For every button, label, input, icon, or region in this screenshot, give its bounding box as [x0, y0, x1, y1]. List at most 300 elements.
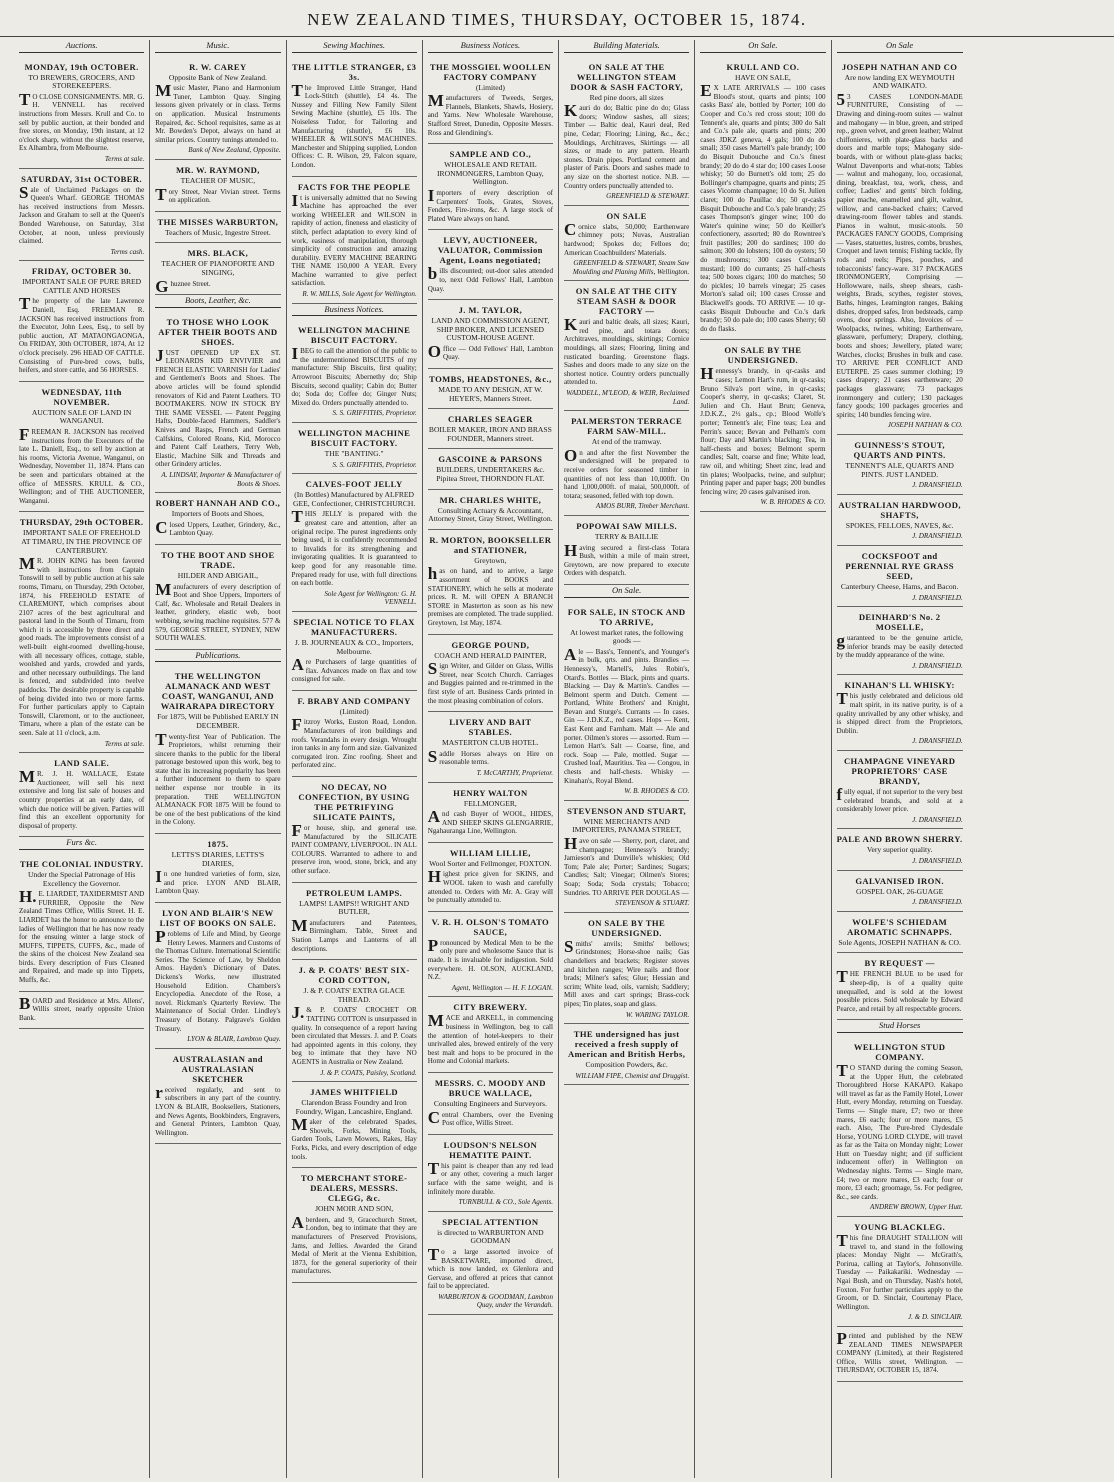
- ad-body: has on hand, and to arrive, a large assortment of BOOKS and STATIONERY, which he sells at moderate prices. R. M. will OPEN A BRANCH STORE in Masterton as soon as his new premises are completed. The trade supplied. Greytown, 1st May, 1874.: [427, 564, 553, 627]
- ad-body: Ghuznee Street.: [155, 276, 211, 296]
- ad-body: Music Master, Piano and Harmonium Tuner, Lambton Quay. Singing lessons given privately or in class. Terms on application. Musical Instruments Repaired, &c. School requisites, same as at Mr. Bowden's Depot, always on hand at similar prices. Country tunings attended to.: [155, 81, 281, 144]
- section-heading: Boots, Leather, &c.: [155, 295, 280, 308]
- advertisement: [428, 530, 553, 635]
- advertisement: [564, 801, 689, 913]
- ad-subtitle: Consulting Actuary & Accountant, Attorney Street, Gray Street, Wellington.: [428, 505, 553, 524]
- ad-subtitle: LAND AND COMMISSION AGENT, SHIP BROKER, AND LICENSED CUSTOM-HOUSE AGENT.: [431, 316, 550, 343]
- ad-subtitle: Very superior quality.: [866, 845, 933, 855]
- ad-body: JUST OPENED UP EX ST. LEONARDS KID ENVIVIER and FRENCH ELASTIC VARNISH for Ladies' and Gentlemen's Boots and Shoes. The above articles will be found splendid renovators of Kid and Patent Leathers. TO BOOTMAKERS. NOW IN STOCK BY THE SAME VESSEL — Patent Pegging Hafts, Double-faced Hammers, Saddler's Knives and Rasps, French and German Calfskins, Colored Roans, Kid, Morocco and Patent Calf Leathers, Terry Web, Elastic, Machine Silk and Threads and other Grindery articles.: [155, 345, 281, 469]
- ad-subtitle: For 1875, Will be Published EARLY IN DECEMBER.: [157, 712, 279, 730]
- ad-signature: GREENFIELD & STEWART.: [606, 192, 690, 201]
- ad-signature: J. DRANSFIELD.: [912, 661, 963, 670]
- ad-title: J. & P. COATS' BEST SIX-CORD COTTON,: [298, 965, 410, 986]
- advertisement: [564, 913, 689, 1024]
- section-heading: On Sale.: [564, 585, 689, 598]
- ad-signature: WARBURTON & GOODMAN, Lambton Quay, under the Verandah.: [438, 1292, 553, 1310]
- ad-title: V. R. H. OLSON'S TOMATO SAUCE,: [431, 916, 550, 937]
- ad-signature: J. DRANSFIELD.: [912, 857, 963, 865]
- ad-subtitle: At lowest market rates, the following goods —: [570, 627, 684, 646]
- advertisement: [292, 960, 417, 1082]
- advertisement: [155, 160, 280, 212]
- advertisement: [428, 490, 553, 530]
- ad-signature: Agent, Wellington — H. F. LOGAN.: [451, 983, 553, 992]
- ad-body: Highest price given for SKINS, and WOOL taken to wash and carefully attended to. Orders with Mr. A. Gray will be punctually attended to.: [427, 867, 553, 905]
- advertisement: [292, 883, 417, 961]
- ad-subtitle: AUCTION SALE OF LAND IN WANGANUI.: [31, 407, 132, 426]
- ad-subtitle: Opposite Bank of New Zealand.: [168, 72, 267, 82]
- ad-body: Manufacturers and Patentees, Birmingham. Table, Street and Station Lamps and Lanterns of all descriptions.: [291, 915, 417, 953]
- ad-title: TO THE BOOT AND SHOE TRADE.: [161, 549, 275, 570]
- column-3: [287, 40, 423, 1478]
- advertisement: [428, 843, 553, 912]
- ad-title: NO DECAY, NO CONFECTION, BY USING THE PETRIFYING SILICATE PAINTS,: [298, 782, 410, 823]
- section-heading: On Sale.: [700, 40, 825, 53]
- ad-title: MESSRS. C. MOODY AND BRUCE WALLACE,: [434, 1077, 546, 1098]
- ad-body: Twenty-first Year of Publication. The Proprietors, whilst returning their sincere thanks to the public for the liberal patronage bestowed upon this work, beg to state that its increasing popularity has been a further inducement to them to spare neither expense nor trouble in its preparation. THE WELLINGTON ALMANACK FOR 1875 Will be found to be one of the best publications of the kind in the Colony.: [155, 729, 281, 827]
- section-heading: Furs &c.: [19, 837, 144, 850]
- ad-subtitle: Consulting Engineers and Surveyors.: [433, 1098, 547, 1108]
- ad-signature: Sole Agent for Wellington: G. H. VENNELL.: [324, 589, 417, 607]
- ad-subtitle: BOILER MAKER, IRON AND BRASS FOUNDER, Manners street.: [428, 425, 552, 443]
- advertisement: [837, 607, 963, 675]
- advertisement: [564, 516, 689, 585]
- ad-body: This justly celebrated and delicious old malt spirit, in its native purity, is of a quality unrivalled by any other whisky, and is shipped direct from the Proprietors, Dublin.: [836, 689, 963, 735]
- advertisement: [155, 57, 280, 160]
- advertisement: [292, 423, 417, 474]
- ad-title: 1875.: [207, 839, 229, 850]
- ad-title: LIVERY AND BAIT STABLES.: [449, 717, 532, 738]
- ad-title: WEDNESDAY, 11th NOVEMBER.: [41, 386, 122, 407]
- ad-title: JOSEPH NATHAN AND CO: [841, 61, 958, 72]
- ad-body: In one hundred varieties of form, size, and price. LYON AND BLAIR, Lambton Quay.: [155, 867, 281, 896]
- ad-signature: JOSEPH NATHAN & CO.: [887, 421, 963, 430]
- ad-subtitle: TO BREWERS, GROCERS, AND STOREKEEPERS.: [28, 72, 135, 91]
- ad-title: TO THOSE WHO LOOK AFTER THEIR BOOTS AND SHOES.: [158, 316, 278, 347]
- ad-signature: J. DRANSFIELD.: [912, 898, 963, 907]
- ad-signature: J. & P. COATS, Paisley, Scotland.: [320, 1068, 417, 1077]
- ad-subtitle: (Limited): [475, 82, 505, 92]
- advertisement: [837, 1037, 963, 1217]
- ad-signature: LYON & BLAIR, Lambton Quay.: [187, 1035, 281, 1044]
- ad-signature: T. McCARTHY, Proprietor.: [476, 768, 553, 777]
- section-heading: Sewing Machines.: [292, 40, 417, 53]
- ad-title: THE WELLINGTON ALMANACK AND WEST COAST, WANGANUI, AND WAIRARAPA DIRECTORY: [160, 671, 275, 712]
- ad-signature: ANDREW BROWN, Upper Hutt.: [869, 1203, 963, 1212]
- ad-subtitle: Clarendon Brass Foundry and Iron Foundry, Wigan, Lancashire, England.: [295, 1098, 413, 1116]
- ad-subtitle: Greytown,: [474, 555, 507, 565]
- ad-title: PETROLEUM LAMPS.: [306, 887, 403, 898]
- ad-body: BOARD and Residence at Mrs. Allens', Willis street, nearly opposite Union Bank.: [19, 993, 145, 1022]
- advertisement: [428, 409, 553, 449]
- ad-title: WOLFE'S SCHIEDAM AROMATIC SCHNAPPS.: [847, 916, 953, 937]
- ad-body: Ale — Bass's, Tennent's, and Younger's in bulk, qrts. and pints. Brandies — Hennessy's, Martell's, Jules Robin's, Otard's. Bottles — Black, pints and quarts. Blacking — Day & Martin's. Candles — Belmont sperm and Dutch. Cement — Portland, White Brothers' and Knight, Bevan and Sturge's. Currants — In cases. Gin — J.D.K.Z., red cases. Hops — Kent, East Kent and Farnham. Malt — Ale and porter. Oilmen's stores — assorted. Rum — Lemon Hart's. Salt — Coarse, fine, and rock. Soap — Pale, mottled. Sugar — Crushed loaf, Mauritius. Tea — Congou, in chests and half-chests. Whisky — Kinahan's, Royal Blend.: [564, 644, 690, 785]
- advertisement: [19, 261, 144, 382]
- ad-signature: R. W. MILLS, Sole Agent for Wellington.: [302, 290, 417, 299]
- ad-subtitle: TERRY & BAILLIE: [594, 531, 659, 541]
- section-heading: Business Notices.: [428, 40, 553, 53]
- ad-body: guaranteed to be the genuine article, inferior brands may be easily detected by the muddy appearance of the wine.: [836, 631, 963, 660]
- ad-title: FRIDAY, OCTOBER 30.: [31, 266, 132, 277]
- ad-subtitle: At end of the tramway.: [591, 437, 662, 447]
- ad-title: HENRY WALTON: [453, 787, 528, 798]
- ad-title: MR. CHARLES WHITE,: [439, 494, 542, 505]
- ad-title: LAND SALE.: [54, 758, 110, 769]
- ad-subtitle: FELLMONGER,: [463, 798, 517, 808]
- advertisement: [292, 1082, 417, 1168]
- ad-signature: J. & D. SINCLAIR.: [907, 1313, 963, 1322]
- ad-title: R. W. CAREY: [189, 61, 247, 72]
- ad-body: H.E. LIARDET, TAXIDERMIST AND FURRIER, Opposite the New Zealand Times Office, Willis Street. H. E. LIARDET has the honor to announce to the ladies of Wellington that he has now ready for the ensuing winter a large stock of MUFFS, TIPPETS, CUFFS, &c., made of the skins of the choicest New Zealand sea birds. Every description of Furs Cleaned and Repaired, and made up into Tippets, Muffs, &c.: [19, 887, 145, 985]
- advertisement: [428, 635, 553, 713]
- ad-signature: Terms at sale.: [104, 154, 145, 163]
- ad-signature: Bank of New Zealand, Opposite.: [188, 146, 281, 155]
- advertisement: [155, 903, 280, 1049]
- advertisement: [837, 1327, 963, 1382]
- ad-signature: W. B. RHODES & CO.: [760, 498, 826, 507]
- ad-body: THIS JELLY is prepared with the greatest care and attention, after an original recipe. The purest ingredients only being used, it is confidently recommended to Invalids for its strengthening and invigorating qualities. It is guaranteed to keep good for any reasonable time. Prepared ready for use, with full directions on each bottle.: [291, 507, 417, 588]
- advertisement: [19, 169, 144, 262]
- advertisement: [155, 243, 280, 295]
- ad-subtitle: TEACHER OF MUSIC,: [180, 175, 256, 185]
- ad-subtitle: IMPORTANT SALE OF PURE BRED CATTLE AND HORSES: [22, 277, 142, 295]
- ad-body: Problems of Life and Mind, by George Henry Lewes. Manners and Customs of the Thomas Culture. International Scientific Series. The Science of Law, by Sheldon Amos. Hayden's Dictionary of Dates. Dickens's Works, new illustrated Household Edition. Chambers's Encyclopedia. Anecdote of the Rose, a novel. Rickman's Quarterly Review. The Maintenance of Social Order. Lindley's Treasury of Botany. Palgrave's Golden Treasury.: [155, 927, 281, 1033]
- ad-subtitle: THE "BANTING.": [324, 449, 384, 458]
- ad-subtitle: (In Bottles) Manufactured by ALFRED GEE, Confectioner, CHRISTCHURCH.: [293, 490, 416, 508]
- column-2: [150, 40, 286, 1478]
- ad-subtitle: IMPORTANT SALE OF FREEHOLD AT TIMARU, IN THE PROVINCE OF CANTERBURY.: [21, 528, 142, 555]
- ad-signature: J. DRANSFIELD.: [912, 481, 963, 490]
- ad-title: PALE AND BROWN SHERRY.: [836, 834, 963, 845]
- advertisement: [837, 675, 963, 751]
- ad-subtitle: Composition Powders, &c.: [585, 1060, 668, 1070]
- ad-title: GASCOINE & PARSONS: [438, 454, 543, 465]
- ad-subtitle: HAVE ON SALE,: [734, 72, 791, 82]
- ad-body: Manufacturers of Tweeds, Serges, Flannels, Blankets, Shawls, Hosiery, and Yarns. New Wholesale Warehouse, Stafford Street, Dunedin, Opposite Messrs. Ross and Glendining's.: [427, 91, 553, 137]
- ad-subtitle: TENNENT'S ALE, QUARTS AND PINTS. JUST LANDED.: [845, 460, 954, 479]
- ad-subtitle: Wool Sorter and Fellmonger, FOXTON.: [429, 858, 552, 868]
- advertisement: [19, 992, 144, 1030]
- ad-body: Kauri and baltic deals, all sizes; Kauri, red pine, and totara doors; Architraves, mouldings, skirtings; Cornice mouldings, all sizes; Flooring, lining and rusticated boarding. Greenstone flags. Sashes and doors made to any size on the shortest notice. Country orders punctually attended to.: [564, 315, 690, 387]
- ad-subtitle: (Limited): [339, 706, 369, 716]
- ad-signature: TURNBULL & CO., Sole Agents.: [458, 1198, 553, 1207]
- ad-signature: WILLIAM FIPE, Chemist and Druggist.: [575, 1071, 690, 1080]
- ad-signature: W. WARING TAYLOR.: [625, 1010, 690, 1019]
- ad-body: THE FRENCH BLUE to be used for sheep-dip, is of a quality quite unequalled, and is sold at the lowest possible prices. Sold wholesale by Edward Pearce, and retail by all respectable grocers.: [836, 967, 963, 1013]
- ad-subtitle: J. & P. COATS' EXTRA GLACE THREAD.: [303, 986, 405, 1004]
- advertisement: [428, 997, 553, 1073]
- ad-signature: J. DRANSFIELD.: [912, 815, 963, 824]
- section-heading: Building Materials.: [564, 40, 689, 53]
- ad-body: On and after the first November the undersigned will be prepared to receive orders for seasoned timber in quantities of not less than 10,000ft. On hand 1,000,000ft. of maiai, 500,000ft. of totara; seasoned, felled with top down.: [564, 445, 690, 500]
- section-heading: Stud Horses: [837, 1020, 963, 1033]
- column-6: [695, 40, 831, 1478]
- masthead: [0, 6, 1114, 37]
- ad-signature: S. S. GRIFFITHS, Proprietor.: [332, 409, 417, 418]
- ad-subtitle: SPOKES, FELLOES, NAVES, &c.: [845, 520, 954, 530]
- advertisement: [564, 57, 689, 206]
- ad-title: CALVES-FOOT JELLY: [305, 479, 403, 490]
- ad-body: Are Purchasers of large quantities of flax. Advances made on flax and tow consigned for sale.: [291, 655, 417, 684]
- ad-title: ON SALE BY THE UNDERSIGNED.: [724, 345, 802, 366]
- ad-body: For house, ship, and general use. Manufactured by the SILICATE PAINT COMPANY, LIVERPOOL. IN ALL COLOURS. Warranted to adhere to and preserve iron, wood, stone, brick, and any other surface.: [291, 821, 417, 875]
- ad-body: Have on sale — Sherry, port, claret, and champagne; Hennessy's brandy; Jamieson's and Dunville's whiskies; Old Tom; Pale ale; Porter; Sardines; Sugars; Candles; Salt; Vinegar; Oilmen's Stores; Soap; Soda; Soda crystals; Tobacco; Sundries. TO ARRIVE PER DOUGLAS —: [564, 834, 690, 897]
- ad-title: STEVENSON AND STUART,: [567, 805, 687, 816]
- ad-body: The Improved Little Stranger, Hand Lock-Stitch (shuttle), £4 4s. The Nussey and Filling New Family Silent Sewing Machine (shuttle), £5 10s. The Noiseless Tudor, for Tailoring and Manufacturing (shuttle), £6 10s. WHEELER & WILSON'S MACHINES. Manchester and Shipping supplied, London Offices: C. R. Wilson, 29, Falcon square, London.: [291, 80, 417, 169]
- ad-subtitle: is directed to WARBURTON AND GOODMAN: [437, 1227, 544, 1246]
- advertisement: [837, 871, 963, 912]
- advertisement: [700, 340, 825, 512]
- ad-body: IBEG to call the attention of the public to the undermentioned BISCUITS of my manufacture: Ship Biscuits, first quality; Arrowroot Biscuits; Abernethy do; Ship Biscuits, second quality; Cabin do; Butter do; Soda do; Coffee do; Ginger Nuts; Mixed do. Orders punctually attended to.: [291, 344, 417, 407]
- advertisement: [19, 854, 144, 992]
- ad-body: fully equal, if not superior to the very best celebrated brands, and sold at a considerably lower price.: [836, 785, 963, 814]
- ad-body: Fitzroy Works, Euston Road, London. Manufacturers of iron buildings and roofs. Verandahs in every design. Wrought iron tanks in any form and size. Galvanized corrugated iron. Zinc roofing. Sheet and perforated zinc.: [291, 715, 417, 770]
- ad-subtitle: Importers of Boots and Shoes,: [171, 509, 264, 519]
- advertisement: [292, 612, 417, 691]
- advertisement: [837, 829, 963, 870]
- section-heading: Auctions.: [19, 40, 144, 53]
- advertisement: [19, 512, 144, 753]
- ad-body: Office — Odd Fellows' Hall, Lambton Quay.: [427, 341, 553, 362]
- advertisement: [837, 912, 963, 954]
- ad-signature: WADDELL, M'LEOD, & WEIR, Reclaimed Land.: [566, 389, 690, 406]
- advertisement: [292, 474, 417, 612]
- advertisement: [428, 912, 553, 998]
- ad-signature: Terms at sale.: [104, 739, 145, 748]
- masthead-title: NEW ZEALAND TIMES, THURSDAY, OCTOBER 15, 1874.: [307, 10, 807, 29]
- ad-title: PALMERSTON TERRACE FARM SAW-MILL.: [571, 416, 683, 437]
- ad-title: LEVY, AUCTIONEER, VALUATOR, Commission Agent, Loans negotiated;: [437, 235, 543, 266]
- advertisement: [564, 602, 689, 801]
- ad-body: Closed Uppers, Leather, Grindery, &c., Lambton Quay.: [155, 517, 281, 538]
- advertisement: [837, 1217, 963, 1327]
- ad-title: FOR SALE, IN STOCK AND TO ARRIVE,: [567, 606, 686, 627]
- ad-title: THE MISSES WARBURTON,: [157, 216, 279, 227]
- ad-title: AUSTRALIAN HARDWOOD, SHAFTS,: [838, 499, 961, 520]
- ad-subtitle: Sole Agents, JOSEPH NATHAN & CO.: [838, 937, 961, 947]
- ad-title: CHAMPAGNE VINEYARD PROPRIETORS' CASE BRANDY,: [843, 756, 956, 787]
- column-4: [423, 40, 559, 1478]
- advertisement: [428, 1212, 553, 1315]
- ad-body: And cash Buyer of WOOL, HIDES, AND SHEEP SKINS GLENGARRIE, Ngahauranga Line, Wellington.: [427, 807, 553, 836]
- advertisement: [428, 369, 553, 409]
- ad-body: This paint is cheaper than any red lead or any other, covering a much larger surface with the same weight, and is infinitely more durable.: [427, 1158, 553, 1196]
- advertisement: [155, 212, 280, 244]
- ad-title: WELLINGTON MACHINE BISCUIT FACTORY.: [297, 428, 411, 448]
- ad-body: bills discounted; out-door sales attended to, next Odd Fellows' Hall, Lambton Quay.: [427, 264, 553, 293]
- ad-title: TO MERCHANT STORE-DEALERS, MESSRS. CLEGG, &c.: [300, 1173, 408, 1204]
- ad-body: Hennessy's brandy, in qr-casks and cases; Lemon Hart's rum, in qr-casks; Bruno Silva's port wine, in qr-casks; Cooper's sherry, in qr-casks; Claret, St. Julien and Ch. Haut Brun; Geneva, J.D.K.Z., 2½ gals., cp.; Blood Wolfe's porter; Tennent's ale; Fine teas; Lea and Perrin's sauce; Bevan and Pelham's corn flour; Day and Martin's blacking; Tea, in half-chests and boxes; Belmont sperm candles; Salt, coarse and fine; White lead, raw oil, and whiting; Sheet zinc, lead and tin plates; Woolpacks, twine, and sulphur; Printing paper and paper bags; 200 bundles fencing wire; 20 cases galvanised iron.: [700, 364, 826, 496]
- ad-body: The property of the late Lawrence Daniell, Esq. FREEMAN R. JACKSON has received instructions from the Executor, John Lees, Esq., to sell by public auction, AT MATAONGAONGA, On FRIDAY, 30th OCTOBER, 1874, At 12 o'clock precisely. 296 HEAD OF CATTLE. Consisting of Pure-bred cows, bulls, heifers, and store cattle, and 56 HORSES.: [19, 294, 145, 375]
- advertisement: [292, 57, 417, 177]
- ad-title: LYON AND BLAIR'S NEW LIST OF BOOKS ON SALE.: [159, 908, 277, 928]
- ad-body: MR. J. H. WALLACE, Estate Auctioneer, will sell his next extensive and long list sale of houses and country properties at an early date, of which due notice will be given. Parties will find this an excellent opportunity for disposal of property.: [19, 767, 145, 830]
- advertisement: [155, 493, 280, 545]
- advertisement: [428, 144, 553, 230]
- advertisement: [564, 206, 689, 282]
- ad-body: Manufacturers of every description of Boot and Shoe Uppers, Importers of Calf, &c. Wholesale and Retail Dealers in leather, grindery, elastic web, boot webbing, sewing machine requisites. 577 & 579, GEORGE STREET, SYDNEY, NEW SOUTH WALES.: [155, 579, 281, 643]
- ad-body: To a large assorted invoice of BASKETWARE, imported direct, which is now landed, ex Glenlora and Gervase, and offered at prices that cannot fail to be appreciated.: [427, 1244, 553, 1291]
- advertisement: [428, 712, 553, 782]
- column-7: [832, 40, 968, 1478]
- ad-title: JAMES WHITFIELD: [310, 1087, 398, 1098]
- ad-title: THE MOSSGIEL WOOLLEN FACTORY COMPANY: [429, 61, 551, 82]
- ad-title: THURSDAY, 29th OCTOBER.: [19, 517, 144, 528]
- advertisement: [155, 666, 280, 834]
- ad-body: Saddle Horses always on Hire on reasonable terms.: [427, 746, 553, 767]
- ad-title: CHARLES SEAGER: [448, 414, 533, 425]
- ad-title: SPECIAL NOTICE TO FLAX MANUFACTURERS.: [293, 616, 415, 637]
- section-heading: Music.: [155, 40, 280, 53]
- ad-body: received regularly, and sent to subscribers in any part of the country. LYON & BLAIR, Booksellers, Stationers, and News Agents, Bookbinders, Engravers, and General Printers, Lambton Quay, Wellington.: [155, 1082, 281, 1137]
- ad-title: DEINHARD'S No. 2 MOSELLE,: [858, 612, 941, 633]
- ad-signature: S. S. GRIFFITHS, Proprietor.: [332, 460, 417, 469]
- advertisement: [564, 411, 689, 516]
- ad-title: MR. W. RAYMOND,: [176, 164, 260, 175]
- column-5: [559, 40, 695, 1478]
- ad-body: Cornice slabs, 50,000; Earthenware chimney pots; Nuvas, Australian hardwood; Spokes do; Felloes do; American Coachbuilders' Materials.: [564, 219, 690, 257]
- advertisement: [428, 783, 553, 843]
- ad-subtitle: J. B. JOURNEAUX & CO., Importers, Melbourne.: [294, 637, 414, 656]
- ad-title: YOUNG BLACKLEG.: [854, 1222, 946, 1233]
- column-1: [14, 40, 150, 1478]
- advertisement: [837, 435, 963, 495]
- ad-title: LOUDSON'S NELSON HEMATITE PAINT.: [443, 1139, 538, 1160]
- advertisement: [292, 320, 417, 423]
- ad-subtitle: Teachers of Music, Ingestre Street.: [165, 227, 271, 237]
- ad-body: Kauri do do; Baltic pine do do; Glass doors; Window sashes, all sizes; Timber — Baltic deal, Kauri deal, Red pine, Cedar; Flooring; Lining, &c., &c.; Mouldings, Architraves, Skirtings — all sizes, or made to any pattern. Hearth stones. Drain pipes. Portland cement and plaster of Paris. Doors and sashes made to any size on the shortest notice. N.B. — Country orders punctually attended to.: [564, 101, 690, 190]
- advertisement: [700, 57, 825, 341]
- ad-body: FREEMAN R. JACKSON has received instructions from the Executors of the late L. Daniell, Esq., to sell by auction at his rooms, Victoria Avenue, Wanganui, on Wednesday, November 11, 1874. Plans can be seen and particulars obtained at the office of MESSRS. KRULL & CO., Wellington; and of THE AUCTIONEER, Wanganui.: [19, 425, 145, 505]
- ad-title: KRULL AND CO.: [726, 61, 800, 72]
- ad-body: Smiths' anvils; Smiths' bellows; Grindstones; Horse-shoe nails; Gas chandeliers and brackets; Register stoves and kitchen ranges; Wire nails and floor brads; Milner's safes; Glue; Hessian and scrim; White lead, oils, varnish; Saddlery; Mill axes and cart springs; Brass-cock pipes; Tin plates, soap and glass.: [564, 936, 690, 1008]
- ad-subtitle: MADE TO ANY DESIGN, AT W. HEYER'S, Manners Street.: [438, 385, 543, 403]
- ad-body: Printed and published by the NEW ZEALAND TIMES NEWSPAPER COMPANY (Limited), at their Registered Office, Willis street, Wellington. — THURSDAY, OCTOBER 15, 1874.: [836, 1328, 963, 1375]
- ad-title: MONDAY, 19th OCTOBER.: [24, 61, 139, 72]
- advertisement: [19, 382, 144, 513]
- ad-title: GEORGE POUND,: [451, 639, 530, 650]
- ad-signature: J. DRANSFIELD.: [912, 593, 963, 602]
- ad-title: SPECIAL ATTENTION: [442, 1216, 539, 1227]
- ad-title: ON SALE AT THE WELLINGTON STEAM DOOR & SASH FACTORY,: [570, 61, 683, 92]
- ad-body: Sale of Unclaimed Packages on the Queen's Wharf. GEORGE THOMAS has received instructions from Messrs. Jackson and Graham to sell at the Queen's Bonded Warehouse, on Saturday, 31st October, at noon, unless previously claimed.: [19, 182, 145, 246]
- ad-subtitle: HILDER AND ABIGAIL,: [177, 570, 259, 580]
- advertisement: [19, 753, 144, 837]
- ad-body: 53 CASES LONDON-MADE FURNITURE, Consisting of — Drawing and dining-room suites — walnut and mahogany — in blue, green, and striped rep., green velvet, and green leather; Walnut chiffonieres, with plate-glass backs and doors and marble tops; Mahogany side-boards, with or without plate-glass backs; Walnut Davenports and what-nots; Tables — walnut and mahogany, loo, occasional, dining, breakfast, tea, work, chess, and coffee; Ladies' and gents' birch folding, papier mache, enamelled and gilt, walnut, willow, and cane-backed chairs; Carved drawing-room flower tables and stands. Pianos in walnut, music-stools. 50 PACKAGES FANCY GOODS, Comprising — Vases, statuettes, lustres, combs, brushes, Croquet and lawn tennis; Fishing tackle, fly rods and reels; Pipes, pouches, and tobacconists' fancy-ware. 317 PACKAGES IRONMONGERY, Comprising — Hollowware, nails, sheep shears, cash-weights, Brads, scythes, register stoves, Baths, hinges, Leamington ranges, Baking dishes, dropped safes, Iron bedsteads, camp ovens, door springs. Also, Invoices of — Woolpacks, twines, whiting; Earthenware, glassware, perfumery; Drapery, clothing, boots and shoes; Jewellery, plated ware; Watches, clocks; Brushes in bulk and case. TO ARRIVE PER CONFLICT AND EUTERPE. 25 cases summer clothing; 19 cases drapery; 21 cases earthenware; 20 packages glassware; 73 packages ironmongery and cutlery; 130 packages fancy goods; 100 packages groceries and spirits; 140 bundles fencing wire.: [836, 89, 963, 419]
- ad-subtitle: WHOLESALE AND RETAIL IRONMONGERS, Lambton Quay, Wellington.: [437, 160, 544, 187]
- ad-body: Pronounced by Medical Men to be the only pure and wholesome Sauce that is made. It is invaluable for indigestion. Sold everywhere. H. OLSON, AUCKLAND, N.Z.: [427, 935, 553, 982]
- ad-signature: Terms cash.: [110, 247, 145, 256]
- ad-subtitle: JOHN MOIR AND SON,: [315, 1204, 394, 1214]
- ad-subtitle: Canterbury Cheese, Hams, and Bacon.: [840, 581, 959, 591]
- advertisement: [19, 57, 144, 169]
- ad-title: TOMBS, HEADSTONES, &c.,: [429, 374, 552, 385]
- ad-title: SAMPLE AND CO.,: [449, 149, 532, 160]
- ad-title: ON SALE: [606, 210, 647, 221]
- ad-title: BY REQUEST —: [864, 958, 935, 969]
- ad-title: THE undersigned has just received a fresh supply of American and British Herbs,: [567, 1029, 686, 1060]
- ad-body: Importers of every description of Carpenters' Tools, Grates, Stoves, Fenders, Fire-irons, &c. A large stock of Plated Ware always on hand.: [427, 185, 553, 223]
- ad-subtitle: MASTERTON CLUB HOTEL.: [442, 738, 539, 748]
- ad-title: AUSTRALASIAN and AUSTRALASIAN SKETCHER: [172, 1053, 263, 1084]
- advertisement: [292, 777, 417, 883]
- ad-title: ON SALE AT THE CITY STEAM SASH & DOOR FACTORY —: [575, 286, 678, 317]
- ad-title: R. MORTON, BOOKSELLER and STATIONER,: [429, 534, 552, 555]
- ad-signature: GREENFIELD & STEWART, Steam Saw Moulding and Planing Mills, Wellington.: [572, 259, 690, 276]
- ad-body: J.& P. COATS' CROCHET OR TATTING COTTON is unsurpassed in quality. In consequence of a report having been circulated that Messrs. J. and P. Coats had appointed agents in this colony, they beg to intimate that they have NO AGENTS in Australia or New Zealand.: [291, 1003, 417, 1066]
- advertisement: [428, 1135, 553, 1212]
- ad-subtitle: Under the Special Patronage of His Excellency the Governor.: [27, 869, 136, 888]
- ad-subtitle: Red pine doors, all sizes: [589, 92, 664, 102]
- section-heading: Business Notices.: [292, 304, 417, 317]
- ad-signature: W. B. RHODES & CO.: [624, 787, 690, 796]
- ad-title: GALVANISED IRON.: [855, 875, 944, 886]
- ad-body: Tory Street, Near Vivian street. Terms on application.: [155, 184, 281, 205]
- ad-body: TO STAND during the coming Season, at the Upper Hutt, the celebrated Thoroughbred Horse KAKAPO. Kakapo will travel as far as the Family Hotel, Lower Hutt, every Monday, returning on Tuesday. Terms — Single mare, £7; two or three mares, £6 each; four or more mares, £5 each. Also, The Pure-bred Clydesdale Horse, YOUNG LORD CLYDE, will travel as far as the Taita on Monday night; Lower Hutt on Tuesday night; and (if sufficient inducement offer) in Wellington on Wednesday nights. Terms — Single mare, £4; two or more mares, £3 each; four or more, £3 each; groomage, 5s. For pedigree, &c., see cards.: [836, 1060, 963, 1201]
- ad-subtitle: COACH AND HERALD PAINTER,: [434, 650, 547, 660]
- ad-subtitle: Are now landing EX WEYMOUTH AND WAIKATO.: [844, 72, 955, 91]
- ad-body: Central Chambers, over the Evening Post office, Willis Street.: [427, 1107, 553, 1128]
- ad-subtitle: WINE MERCHANTS AND IMPORTERS, PANAMA STREET,: [572, 816, 682, 835]
- ad-body: Maker of the celebrated Spades, Shovels, Forks, Mining Tools, Garden Tools, Lawn Mowers, Rakes, Hay Forks, Picks, and every description of edge tools.: [291, 1115, 417, 1161]
- advertisement: [292, 177, 417, 304]
- ad-title: MRS. BLACK,: [187, 248, 249, 259]
- advertisement: [155, 312, 280, 494]
- ad-title: SATURDAY, 31st OCTOBER.: [21, 173, 143, 184]
- advertisement: [155, 545, 280, 650]
- section-heading: On Sale: [837, 40, 963, 53]
- ad-title: KINAHAN'S LL WHISKY:: [844, 680, 955, 691]
- advertisement: [292, 1168, 417, 1283]
- ad-body: EX LATE ARRIVALS — 100 cases Blood's stout, quarts and pints; 100 casks Bass' ale, bottled by Porter; 100 do Cooper and Co.'s red cross stout; 100 do Tennent's ale, quarts and pints; 300 do Salt and Co.'s pale ale, quarts and pints; 200 cases JDKZ geneva, 4 gals; 100 do do small; 350 cases Martell's pale brandy; 100 do Bisquit Dubouche and Co.'s finest brandy; 20 do do 4 star do; 100 cases Loose whisky; 50 do Burnett's old tom; 25 do Bollinger's champagne, quarts and pints; 25 cases Vicomte champagne; 10 do St. Julien claret; 100 do Pauillac do; 50 qr-casks Bisquit Dubouche and Co.'s pale brandy; 25 cases Thompson's ginger wine; 100 do Water's quinine wine; 50 do Keiller's confectionery, assorted; 80 do Rowntree's fruit pastilles; 200 do sardines; 100 do salmon; 300 do lobsters; 100 do oysters; 50 do mushrooms; 300 cases Colman's mustard; 100 do currants; 25 half-chests tea; 500 boxes cigars; 100 do matches; 50 do pickles; 10 barrels vinegar; 25 cases Morton's salad oil; 100 cases Crosse and Blackwell's goods. TO ARRIVE — 10 qr-casks Bisquit Dubouche and Co.'s dark brandy; 50 do pale do; 100 cases Sherry; 60 do do flasks.: [700, 81, 826, 333]
- ad-signature: J. DRANSFIELD.: [912, 532, 963, 541]
- ad-title: WILLIAM LILLIE,: [449, 847, 531, 858]
- ad-body: Aberdeen, and 9, Gracechurch Street, London, beg to intimate that they are manufacturers of Preserved Provisions, Jams, and Jellies. Awarded the Grand Medal of Merit at the Vienna Exhibition, 1873, for the general superiority of their manufactures.: [291, 1212, 417, 1276]
- advertisement: [564, 281, 689, 411]
- ad-title: ON SALE BY THE UNDERSIGNED.: [588, 917, 666, 938]
- ad-body: Having secured a first-class Totara Bush, within a mile of main street, Greytown, are now prepared to execute Orders with despatch.: [564, 540, 690, 578]
- ad-title: WELLINGTON MACHINE BISCUIT FACTORY.: [297, 325, 411, 346]
- advertisement: [155, 834, 280, 903]
- ad-title: THE LITTLE STRANGER, £3 3s.: [291, 61, 417, 82]
- ad-body: MACE and ARKELL, in commencing business in Wellington, beg to call the attention of hotel-keepers to their unrivalled ales, brewed entirely of the very best malt and hops to be procured in the Home and Colonial markets.: [427, 1011, 553, 1066]
- advertisement: [837, 953, 963, 1020]
- advertisement: [428, 230, 553, 300]
- ad-signature: J. DRANSFIELD.: [912, 737, 963, 746]
- ad-subtitle: GOSPEL OAK, 26-GUAGE: [855, 886, 944, 896]
- advertisement: [428, 57, 553, 145]
- ad-body: TO CLOSE CONSIGNMENTS. MR. G. H. VENNELL has received instructions from Messrs. Krull and Co. to sell by public auction, at their bonded and free stores, on Monday, 19th instant, at 12 o'clock sharp, without the slightest reserve, Ex Alhambra, from Melbourne.: [19, 89, 145, 153]
- ad-body: It is universally admitted that no Sewing Machine has approached the ever working WHEELER and WILSON in rapidity of action, fineness and elasticity of stitch, perfect adaptation to every kind of work, easiness of manipulation, thorough simplicity of construction and amazing durability. EVERY MACHINE BEARING THE NAME 150,000 A YEAR. Every Machine warranted to give perfect satisfaction.: [291, 190, 417, 288]
- ad-title: J. M. TAYLOR,: [458, 305, 523, 316]
- ad-title: WELLINGTON STUD COMPANY.: [853, 1041, 946, 1062]
- section-heading: Publications.: [155, 650, 280, 663]
- advertisement: [428, 300, 553, 369]
- ad-title: ROBERT HANNAH AND CO.,: [155, 498, 281, 509]
- ad-title: THE COLONIAL INDUSTRY.: [19, 858, 144, 869]
- advertisement: [428, 449, 553, 489]
- ad-title: COCKSFOOT and PERENNIAL RYE GRASS SEED,: [845, 550, 954, 581]
- ad-body: Sign Writer, and Gilder on Glass, Willis Street, near Scotch Church. Carriages and Buggies painted and re-trimmed in the first style of art. Business Cards printed in the most pleasing combination of colors.: [427, 659, 553, 705]
- ad-title: F. BRABY AND COMPANY: [297, 695, 411, 706]
- ad-title: POPOWAI SAW MILLS.: [576, 520, 678, 531]
- advertisement: [837, 57, 963, 435]
- ad-subtitle: LETTS'S DIARIES, LETTS'S DIARIES,: [171, 850, 265, 868]
- ad-body: This fine DRAUGHT STALLION will travel to, and stand in the following places: Monday Night — McGrath's, Porirua, calling at Taylor's, Johnsonville. Tuesday — Paikakariki. Wednesday — Ngai Bush, and on Thursday, Nash's hotel, Foxton. For further particulars apply to the Groom, or D. Sinclair, Courtenay Place, Wellington.: [836, 1231, 963, 1311]
- ad-title: CITY BREWERY.: [453, 1002, 528, 1013]
- columns-container: [14, 40, 1104, 1478]
- ad-title: FACTS FOR THE PEOPLE: [297, 181, 411, 192]
- advertisement: [837, 546, 963, 607]
